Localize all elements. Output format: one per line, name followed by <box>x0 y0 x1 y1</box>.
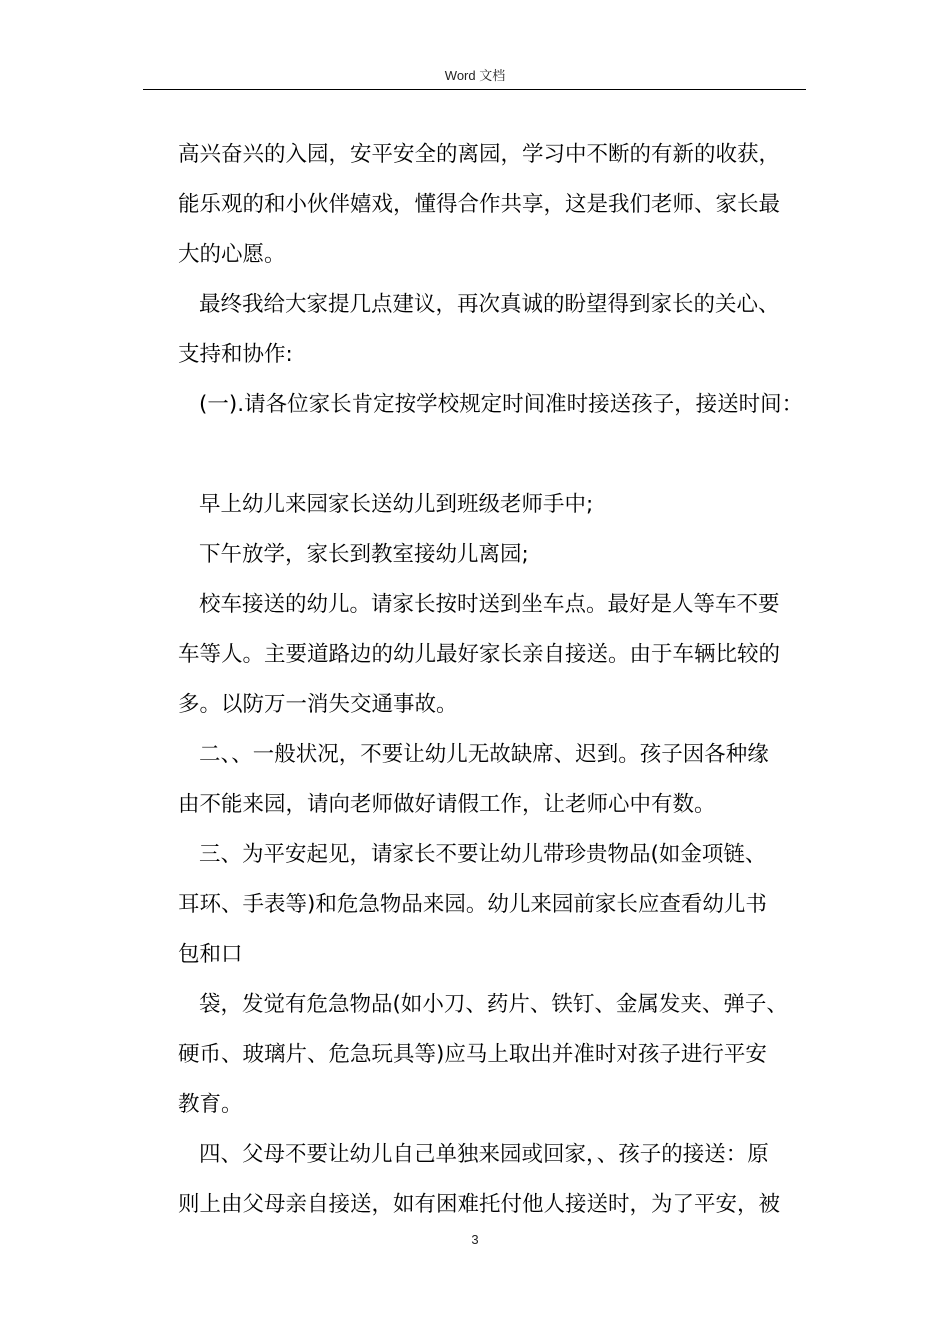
paragraph-line: 最终我给大家提几点建议，再次真诚的盼望得到家长的关心、 <box>199 292 780 317</box>
paragraph-line: 硬币、玻璃片、危急玩具等)应马上取出并准时对孩子进行平安 <box>178 1042 767 1067</box>
paragraph-line: 教育。 <box>178 1092 243 1117</box>
paragraph-line: (一).请各位家长肯定按学校规定时间准时接送孩子，接送时间： <box>199 392 804 417</box>
paragraph-line: 包和口 <box>178 942 243 967</box>
blank-line <box>178 430 808 480</box>
paragraph-line: 早上幼儿来园家长送幼儿到班级老师手中; <box>199 492 594 517</box>
paragraph-line: 支持和协作: <box>178 342 293 367</box>
paragraph-line: 袋，发觉有危急物品(如小刀、药片、铁钉、金属发夹、弹子、 <box>199 992 788 1017</box>
paragraph-line: 能乐观的和小伙伴嬉戏，懂得合作共享，这是我们老师、家长最 <box>178 192 781 217</box>
paragraph-line: 大的心愿。 <box>178 242 286 267</box>
paragraph-line: 多。以防万一消失交通事故。 <box>178 692 458 717</box>
paragraph-line: 四、父母不要让幼儿自己单独来园或回家，、孩子的接送：原 <box>199 1142 769 1167</box>
paragraph-line: 校车接送的幼儿。请家长按时送到坐车点。最好是人等车不要 <box>199 592 780 617</box>
paragraph-line: 耳环、手表等)和危急物品来园。幼儿来园前家长应查看幼儿书 <box>178 892 767 917</box>
paragraph-line: 二、、一般状况，不要让幼儿无故缺席、迟到。孩子因各种缘 <box>199 742 769 767</box>
document-body <box>178 130 808 1230</box>
document-header-label: Word 文档 <box>444 68 506 83</box>
paragraph-line: 则上由父母亲自接送，如有困难托付他人接送时，为了平安，被 <box>178 1192 781 1217</box>
paragraph-line: 高兴奋兴的入园，安平安全的离园，学习中不断的有新的收获， <box>178 142 781 167</box>
paragraph-line: 三、为平安起见，请家长不要让幼儿带珍贵物品(如金项链、 <box>199 842 767 867</box>
paragraph-line: 下午放学，家长到教室接幼儿离园; <box>199 542 529 567</box>
page-number: 3 <box>471 1232 479 1247</box>
paragraph-line: 由不能来园，请向老师做好请假工作，让老师心中有数。 <box>178 792 716 817</box>
paragraph-line: 车等人。主要道路边的幼儿最好家长亲自接送。由于车辆比较的 <box>178 642 781 667</box>
header-divider <box>143 89 806 90</box>
